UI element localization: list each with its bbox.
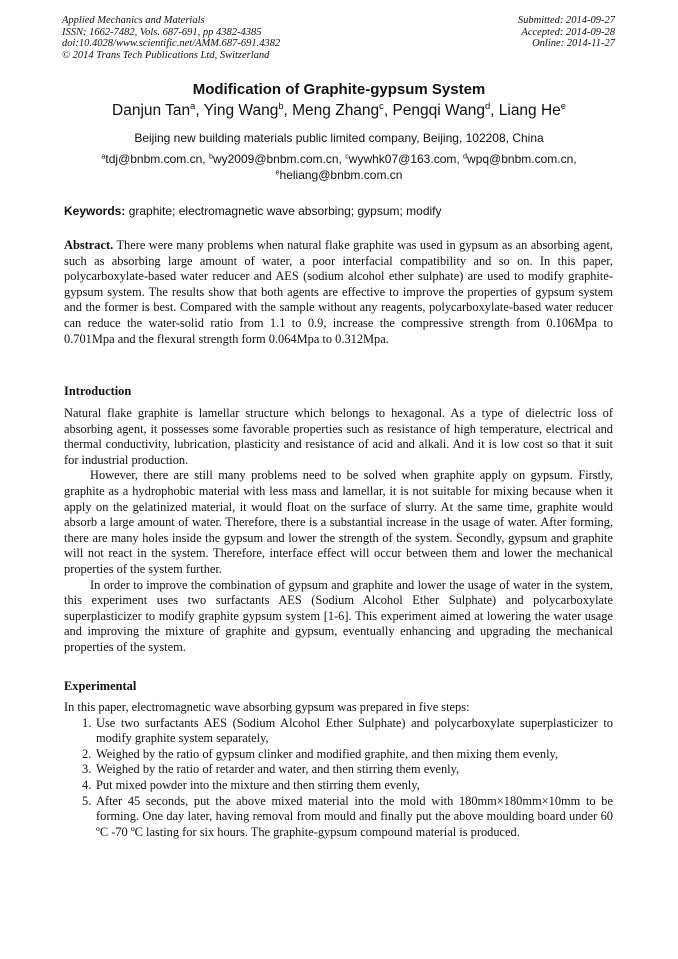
step-number: 5.	[82, 793, 92, 808]
step-text: Put mixed powder into the mixture and then stirring them evenly,	[96, 777, 420, 792]
experimental-section	[64, 700, 613, 840]
author-list: Danjun Tan$^a$, Ying Wang$^b$, Meng Zhang$^c$, Pengqi Wang$^d$, Liang He$^e$	[112, 100, 566, 119]
step-number: 4.	[82, 777, 92, 792]
abstract-label: Abstract.	[64, 238, 114, 252]
paragraph: Natural flake graphite is lamellar structure which belongs to hexagonal. As a type of dielectric loss of absorbing agent, it possesses some favorable properties such as resistance of high temperature, electrical and thermal conductivity, lubrication, plasticity and resistance of acid and alkali. And it is low cost so that it suit for industrial production.	[64, 406, 613, 467]
online-date: Online: 2014-11-27	[532, 38, 615, 50]
email-link[interactable]: heliang@bnbm.com.cn	[279, 168, 403, 182]
accepted-date: Accepted: 2014-09-28	[521, 26, 615, 38]
author-name: Danjun Tan	[112, 102, 191, 119]
email-link[interactable]: wpq@bnbm.com.cn,	[467, 152, 577, 166]
introduction-section	[64, 406, 613, 656]
author-name: Pengqi Wang	[392, 102, 485, 119]
keywords-label: Keywords:	[64, 204, 126, 218]
journal-doi: doi:10.4028/www.scientific.net/AMM.687-691.4382	[62, 38, 281, 50]
abstract-text: There were many problems when natural flake graphite was used in gypsum as an absorbing agent, such as absorbing large amount of water, a poor interfacial compatibility and so on. In this paper, polycarboxylate-based water reducer and AES (sodium alcohol ether sulphate) are used to modify graphite-gypsum system. The results show that both agents are effective to improve the properties of gypsum system and the former is best. Compared with the sample without any reagents, polycarboxylate-based water reducer can reduce the water-solid ratio from 1.1 to 0.9, increase the compressive strength from 0.106Mpa to 0.701Mpa and the flexural strength form 0.064Mpa to 0.312Mpa.	[64, 238, 613, 346]
journal-info	[62, 15, 280, 61]
email-link[interactable]: wy2009@bnbm.com.cn,	[212, 152, 346, 166]
step-text: After 45 seconds, put the above mixed material into the mold with 180mm×180mm×10mm to be forming. One day later, having removal from mould and finally put the above moulding board under 60 ºC -70 ºC lasting for six hours. The graphite-gypsum compound material is produced.	[96, 793, 613, 839]
step-text: Use two surfactants AES (Sodium Alcohol Ether Sulphate) and polycarboxylate superplasticizer to modify graphite system separately,	[96, 715, 613, 746]
affiliation: Beijing new building materials public limited company, Beijing, 102208, China	[134, 131, 544, 145]
list-item	[64, 778, 613, 794]
keywords-text: graphite; electromagnetic wave absorbing; gypsum; modify	[125, 204, 442, 218]
author-emails: $^a$tdj@bnbm.com.cn, $^b$wy2009@bnbm.com.cn, $^c$wywhk07@163.com, $^d$wpq@bnbm.com.cn, $^e$heliang@bnbm.com.cn	[101, 151, 577, 182]
author-mark: c	[379, 100, 384, 111]
list-item	[64, 762, 613, 778]
step-text: Weighed by the ratio of gypsum clinker and modified graphite, and then mixing them evenly,	[96, 746, 559, 761]
list-item	[64, 794, 613, 841]
author-mark: d	[484, 100, 491, 111]
paragraph: However, there are still many problems need to be solved when graphite apply on gypsum. Firstly, graphite as a hydrophobic material with less mass and lamellar, it is not suitable for mixing because when it apply on the gelatinized material, it would float on the surface of slurry. At the same time, graphite would absorb a large amount of water. Therefore, there is a substantial increase in the usage of water. After forming, there are many holes inside the gypsum and lower the strength of the system. Secondly, gypsum and graphite will not react in the system. Therefore, interface effect will occur between them and lower the mechanical properties of the system further.	[64, 468, 613, 576]
list-item	[64, 747, 613, 763]
abstract	[64, 238, 613, 347]
journal-copyright: © 2014 Trans Tech Publications Ltd, Switzerland	[62, 49, 270, 61]
paragraph: In order to improve the combination of gypsum and graphite and lower the usage of water in the system, this experiment uses two surfactants AES (Sodium Alcohol Ether Sulphate) and polycarboxylate superplasticizer to modify graphite gypsum system [1-6]. This experiment aimed at lowering the water usage and improving the mixture of graphite and gypsum, eventually enhancing and upgrading the mechanical properties of the system.	[64, 577, 613, 654]
step-number: 1.	[82, 715, 92, 730]
submission-dates	[518, 15, 615, 50]
author-name: Ying Wang	[203, 102, 279, 119]
step-text: Weighed by the ratio of retarder and water, and then stirring them evenly,	[96, 762, 460, 777]
journal-issn: ISSN: 1662-7482, Vols. 687-691, pp 4382-4385	[62, 26, 262, 38]
author-name: Liang He	[498, 102, 561, 119]
step-number: 3.	[82, 762, 92, 777]
paper-title: Modification of Graphite-gypsum System	[192, 81, 486, 98]
paragraph: In this paper, electromagnetic wave absorbing gypsum was prepared in five steps:	[64, 700, 470, 714]
experimental-heading: Experimental	[64, 679, 137, 693]
email-link[interactable]: tdj@bnbm.com.cn,	[105, 152, 209, 166]
submitted-date: Submitted: 2014-09-27	[517, 15, 615, 26]
step-number: 2.	[82, 746, 92, 761]
keywords	[64, 204, 442, 218]
author-mark: a	[190, 100, 196, 111]
journal-name: Applied Mechanics and Materials	[62, 15, 205, 26]
author-mark: e	[560, 100, 566, 111]
email-link[interactable]: wywhk07@163.com,	[348, 152, 464, 166]
author-mark: b	[278, 100, 284, 111]
step-list	[64, 716, 613, 841]
list-item	[64, 716, 613, 747]
introduction-heading: Introduction	[64, 384, 132, 398]
author-name: Meng Zhang	[292, 102, 380, 119]
